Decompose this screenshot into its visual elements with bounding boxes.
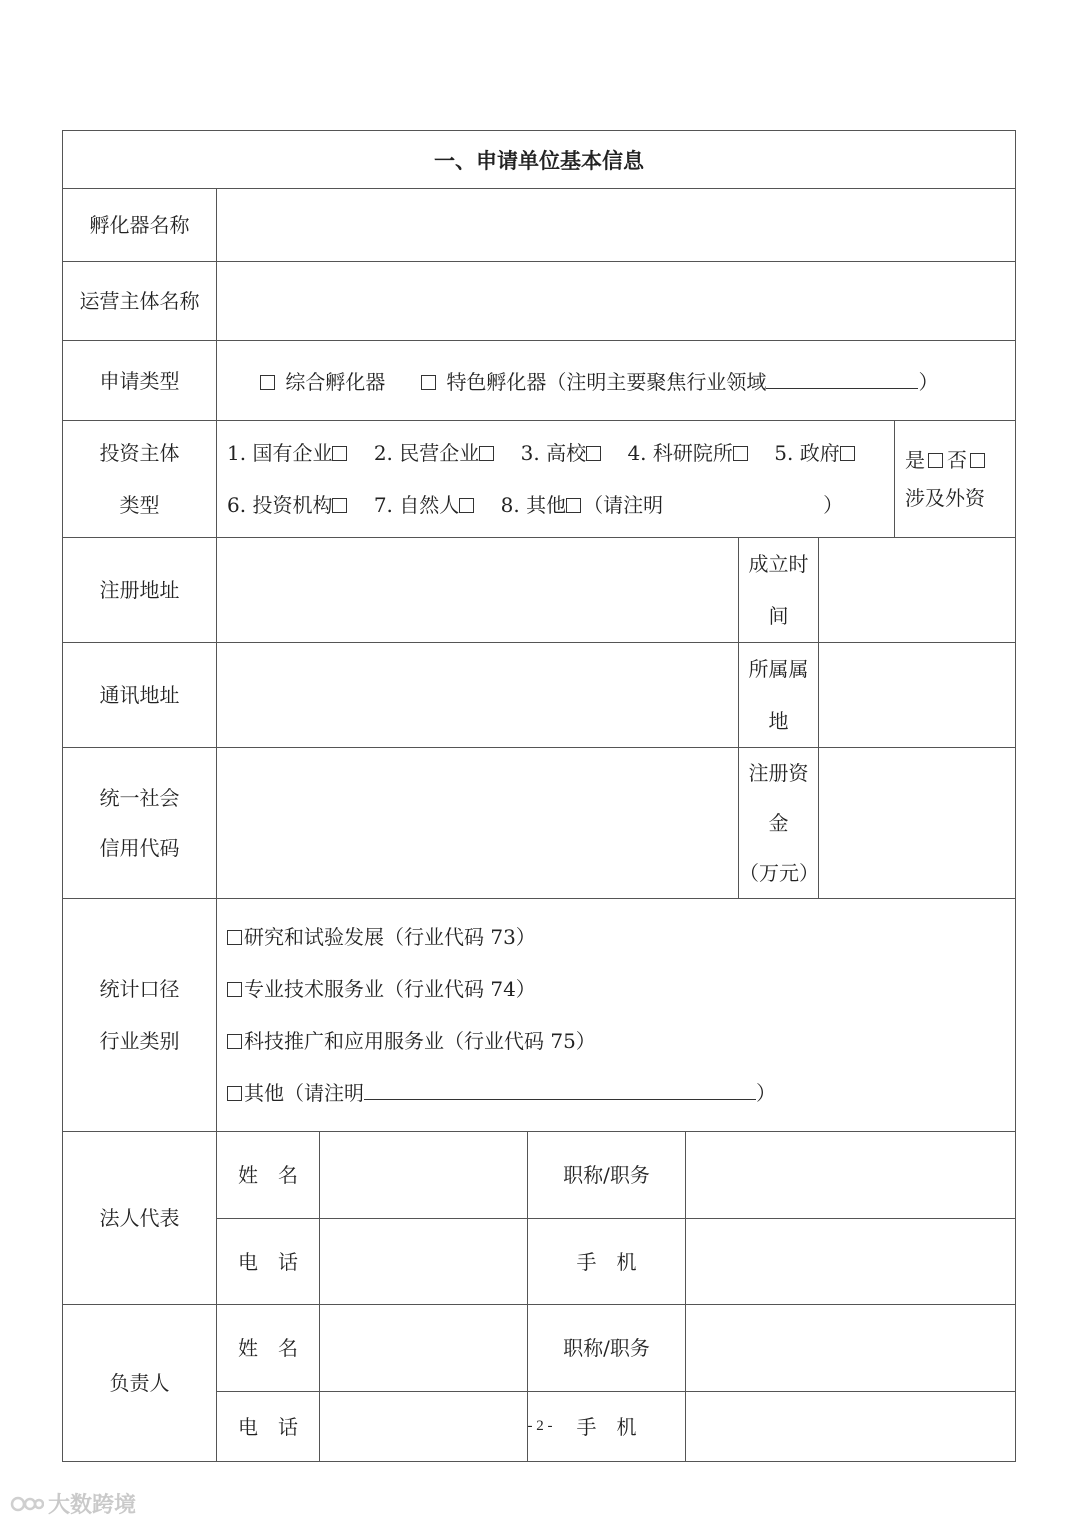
mail-address-label: 通讯地址 [63,643,217,748]
registered-capital-label: 注册资金 （万元） [739,748,819,899]
application-type-close: ） [918,370,939,394]
application-type-label: 申请类型 [63,341,217,421]
investor-option-7[interactable]: 7. 自然人 [374,479,476,531]
specialized-incubator-checkbox[interactable] [421,375,436,390]
principal-mobile-label: 手 机 [528,1392,686,1462]
investor-option-8[interactable]: 8. 其他 [501,479,583,531]
investor-type-options: 1. 国有企业 2. 民营企业 3. 高校 4. 科研院所 5. 政府 6. 投资机构 7. 自然人 8. 其他 （请注明 ） [217,421,895,538]
specialized-incubator-label: 特色孵化器（注明主要聚焦行业领域 [446,370,767,394]
industry-option-73[interactable]: 研究和试验发展（行业代码 73） [217,911,1015,963]
watermark-text: 大数跨境 [48,1493,137,1518]
principal-title-field[interactable] [686,1305,1016,1392]
jurisdiction-label: 所属属地 [739,643,819,748]
industry-category-label: 统计口径 行业类别 [63,899,217,1132]
reg-address-field[interactable] [217,538,739,643]
legal-rep-label: 法人代表 [63,1132,217,1305]
investor-option-4[interactable]: 4. 科研院所 [627,427,749,479]
legal-rep-phone-label: 电 话 [217,1219,320,1305]
investor-type-label: 投资主体 类型 [63,421,217,538]
incubator-name-field[interactable] [217,189,1016,262]
principal-name-field[interactable] [320,1305,528,1392]
mail-address-field[interactable] [217,643,739,748]
legal-rep-phone-field[interactable] [320,1219,528,1305]
foreign-no-label: 否 [947,448,967,472]
operator-name-label: 运营主体名称 [63,262,217,341]
foreign-investment-cell [895,421,1016,538]
investor-option-1[interactable]: 1. 国有企业 [227,427,349,479]
registered-capital-field[interactable] [819,748,1016,899]
investor-option-6[interactable]: 6. 投资机构 [227,479,349,531]
legal-rep-mobile-field[interactable] [686,1219,1016,1305]
principal-title-label: 职称/职务 [528,1305,686,1392]
credit-code-field[interactable] [217,748,739,899]
investor-option-3[interactable]: 3. 高校 [521,427,603,479]
foreign-yes-label: 是 [905,448,925,472]
industry-option-75[interactable]: 科技推广和应用服务业（行业代码 75） [217,1015,1015,1067]
page-number: - 2 - [527,1418,553,1434]
industry-option-74[interactable]: 专业技术服务业（行业代码 74） [217,963,1015,1015]
section-title: 一、申请单位基本信息 [63,131,1016,189]
jurisdiction-field[interactable] [819,643,1016,748]
investor-option-5[interactable]: 5. 政府 [774,427,856,479]
application-type-options [217,341,1016,421]
operator-name-field[interactable] [217,262,1016,341]
watermark-logo-icon [10,1493,44,1515]
credit-code-label: 统一社会 信用代码 [63,748,217,899]
comprehensive-incubator-label: 综合孵化器 [285,370,386,394]
comprehensive-incubator-checkbox[interactable] [260,375,275,390]
foreign-investment-label: 涉及外资 [905,486,985,510]
legal-rep-title-label: 职称/职务 [528,1132,686,1219]
watermark [10,1488,136,1519]
focus-industry-blank[interactable] [766,370,918,389]
principal-label: 负责人 [63,1305,217,1462]
legal-rep-name-field[interactable] [320,1132,528,1219]
foreign-no-checkbox[interactable] [970,453,985,468]
principal-phone-label: 电 话 [217,1392,320,1462]
legal-rep-name-label: 姓 名 [217,1132,320,1219]
application-form-table [62,130,1016,1462]
reg-address-label: 注册地址 [63,538,217,643]
industry-other-blank[interactable] [364,1081,756,1100]
established-date-label: 成立时间 [739,538,819,643]
investor-option-2[interactable]: 2. 民营企业 [374,427,496,479]
principal-name-label: 姓 名 [217,1305,320,1392]
investor-other-note: （请注明 [583,493,664,517]
incubator-name-label: 孵化器名称 [63,189,217,262]
legal-rep-title-field[interactable] [686,1132,1016,1219]
established-date-field[interactable] [819,538,1016,643]
legal-rep-mobile-label: 手 机 [528,1219,686,1305]
industry-category-options [217,899,1016,1132]
industry-option-other[interactable]: 其他（请注明 ） [217,1067,1015,1119]
foreign-yes-checkbox[interactable] [928,453,943,468]
